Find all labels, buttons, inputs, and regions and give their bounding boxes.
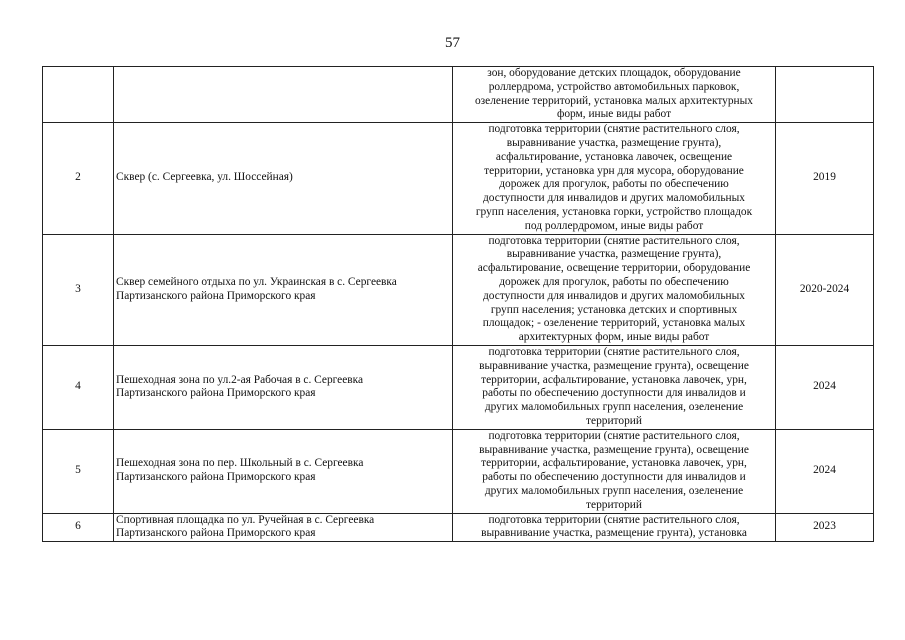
object-name-cell — [114, 429, 453, 513]
works-list-line: асфальтирование, установка лавочек, освещение — [495, 150, 733, 163]
object-name-line: Пешеходная зона по пер. Школьный в с. Сергеевка — [116, 457, 364, 470]
row-number-cell: 5 — [43, 429, 114, 513]
works-list-line: форм, иные виды работ — [556, 108, 672, 121]
table-row — [43, 234, 874, 345]
page-number: 57 — [445, 35, 460, 51]
works-list-line: зон, оборудование детских площадок, оборудование — [487, 67, 741, 79]
year-cell: 2024 — [776, 345, 874, 429]
row-number-cell: 6 — [43, 513, 114, 542]
object-name-cell — [114, 345, 453, 429]
works-list-line: групп населения, установка горки, устройство площадок — [475, 205, 753, 218]
works-list-cell — [453, 234, 776, 345]
works-list-line: других маломобильных групп населения, озеленение — [484, 484, 744, 497]
table-row — [43, 345, 874, 429]
table-row — [43, 513, 874, 542]
works-list-line: выравнивание участка, размещение грунта), установка — [481, 527, 747, 540]
works-list-line: других маломобильных групп населения, озеленение — [484, 401, 744, 414]
year-cell: 2020-2024 — [776, 234, 874, 345]
works-list-cell — [453, 429, 776, 513]
object-name-cell — [114, 513, 453, 542]
year-cell: 2019 — [776, 123, 874, 234]
object-name-line: Партизанского района Приморского края — [116, 527, 316, 540]
table-body — [43, 67, 874, 542]
works-list-line: подготовка территории (снятие растительного слоя, — [488, 513, 740, 526]
works-list-line: выравнивание участка, размещение грунта), — [506, 248, 722, 261]
year-cell — [776, 67, 874, 123]
works-list-line: подготовка территории (снятие растительного слоя, — [488, 345, 740, 358]
object-name-line: Партизанского района Приморского края — [116, 387, 316, 400]
table-row — [43, 67, 874, 123]
object-name-cell — [114, 234, 453, 345]
works-list-line: под роллердромом, иные виды работ — [524, 219, 704, 232]
row-number-cell: 4 — [43, 345, 114, 429]
works-list-line: дорожек для прогулок, работы по обеспечению — [499, 178, 729, 191]
object-name-line: Партизанского района Приморского края — [116, 289, 316, 302]
works-list-line: работы по обеспечению доступности для инвалидов и — [482, 387, 746, 400]
works-list-line: площадок; - озеленение территорий, установка малых — [482, 317, 746, 330]
works-list-cell — [453, 513, 776, 542]
works-list-line: выравнивание участка, размещение грунта), — [506, 136, 722, 149]
object-name-cell — [114, 123, 453, 234]
row-number-cell: 2 — [43, 123, 114, 234]
works-list-line: выравнивание участка, размещение грунта), освещение — [479, 359, 749, 372]
table-row — [43, 123, 874, 234]
works-list-cell — [453, 67, 776, 123]
works-list-line: дорожек для прогулок, работы по обеспечению — [499, 275, 729, 288]
row-number-cell — [43, 67, 114, 123]
works-list-line: асфальтирование, освещение территории, оборудование — [477, 262, 751, 275]
works-list-line: архитектурных форм, иные виды работ — [518, 331, 710, 344]
works-list-line: подготовка территории (снятие растительного слоя, — [488, 234, 740, 247]
year-cell: 2024 — [776, 429, 874, 513]
works-list-line: подготовка территории (снятие растительного слоя, — [488, 429, 740, 442]
object-name-line: Спортивная площадка по ул. Ручейная в с. Сергеевка — [116, 513, 375, 526]
works-list-cell — [453, 345, 776, 429]
works-list-line: доступности для инвалидов и других маломобильных — [483, 289, 745, 302]
object-name-line: Партизанского района Приморского края — [116, 471, 316, 484]
works-list-line: территории, установка урн для мусора, оборудование — [484, 164, 744, 177]
object-name-line: Сквер (с. Сергеевка, ул. Шоссейная) — [116, 171, 293, 184]
works-list-line: территорий — [586, 414, 642, 427]
works-list-cell — [453, 123, 776, 234]
works-list-line: роллердрома, устройство автомобильных парковок, — [488, 80, 740, 93]
works-list-line: подготовка территории (снятие растительного слоя, — [488, 123, 740, 136]
object-name-cell — [114, 67, 453, 123]
works-list-line: территории, асфальтирование, установка лавочек, урн, — [481, 457, 747, 470]
works-list-line: территории, асфальтирование, установка лавочек, урн, — [481, 373, 747, 386]
works-list-line: территорий — [586, 498, 642, 511]
object-name-line: Сквер семейного отдыха по ул. Украинская в с. Сергеевка — [116, 275, 397, 288]
works-list-line: групп населения; установка детских и спортивных — [490, 303, 738, 316]
works-list-line: выравнивание участка, размещение грунта), освещение — [479, 443, 749, 456]
works-list-line: работы по обеспечению доступности для инвалидов и — [482, 471, 746, 484]
object-name-line: Пешеходная зона по ул.2-ая Рабочая в с. Сергеевка — [116, 373, 364, 386]
table-row — [43, 429, 874, 513]
year-cell: 2023 — [776, 513, 874, 542]
works-list-line: доступности для инвалидов и других маломобильных — [483, 192, 745, 205]
row-number-cell: 3 — [43, 234, 114, 345]
improvement-works-table — [42, 66, 874, 542]
works-list-line: озеленение территорий, установка малых архитектурных — [474, 94, 753, 107]
